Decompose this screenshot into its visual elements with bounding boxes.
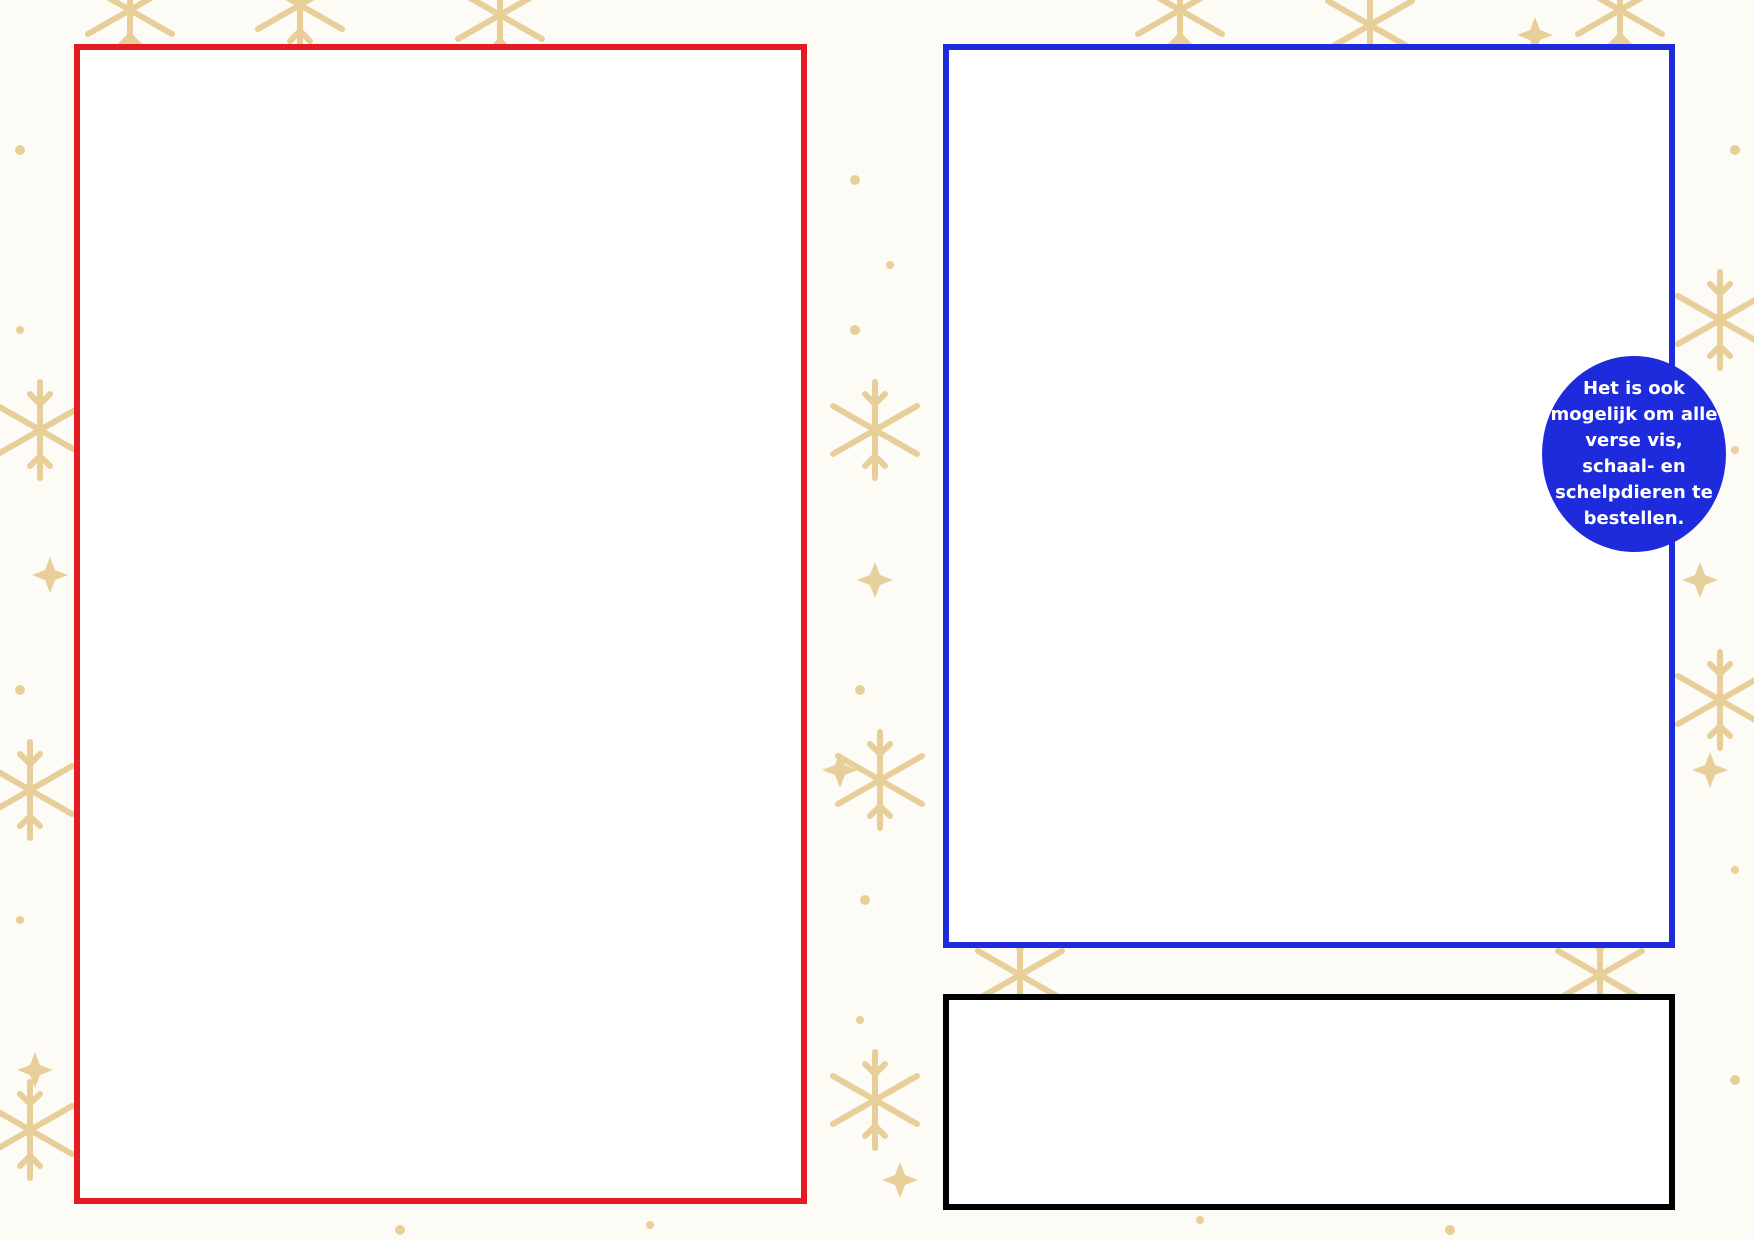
info-badge [1542,356,1726,552]
desserts-panel [943,994,1675,1210]
badge-text: Het is ook mogelijk om alle verse vis, schaal- en schelpdieren te bestellen. [1550,378,1718,529]
left-menu-panel [74,44,807,1204]
